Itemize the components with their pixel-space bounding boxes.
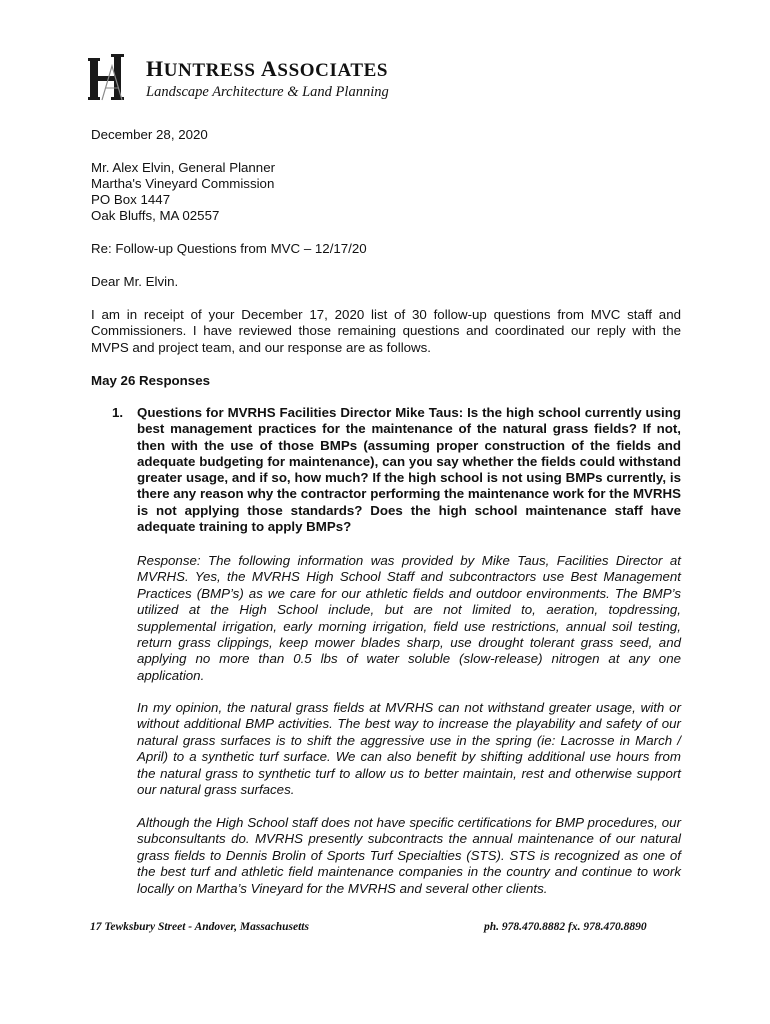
letter-date: December 28, 2020 <box>91 127 208 142</box>
firm-name: HUNTRESS ASSOCIATES <box>146 56 389 81</box>
recipient-organization: Martha's Vineyard Commission <box>91 176 275 191</box>
firm-tagline: Landscape Architecture & Land Planning <box>146 84 389 100</box>
subject-line: Re: Follow-up Questions from MVC – 12/17/20 <box>91 241 367 256</box>
recipient-city: Oak Bluffs, MA 02557 <box>91 208 220 223</box>
recipient-po-box: PO Box 1447 <box>91 192 171 207</box>
response-paragraph: Response: The following information was provided by Mike Taus, Facilities Director at MVRHS. Yes, the MVRHS High School Staff and subcontractors use Best Management Practices (BMP’s) as we care for our athletic fields and outdoor environments. The BMP’s utilized at the High School include, but are not limited to, aeration, topdressing, supplemental irrigation, early morning irrigation, field use restrictions, annual soil testing, return grass clippings, keep mower blades sharp, use drought tolerant grass seed, and applying no more than 0.5 lbs of water soluble (slow-release) nitrogen at any one application. <box>137 553 681 683</box>
response-paragraph: Although the High School staff does not have specific certifications for BMP procedures, our subconsultants do. MVRHS presently subcontracts the annual maintenance of our natural grass fields to Dennis Brolin of Sports Turf Specialties (STS). STS is recognized as one of the best turf and athletic field maintenance companies in the country and continue to work locally on Martha’s Vineyard for the MVRHS and several other clients. <box>137 815 681 896</box>
response-paragraph: In my opinion, the natural grass fields at MVRHS can not withstand greater usage, with or without additional BMP activities. The best way to increase the playability and safety of our natural grass surfaces is to shift the aggressive use in the spring (ie: Lacrosse in March / April) to a synthetic turf surface. We can also benefit by shifting additional use hours from the natural grass to synthetic turf to allow us to better maintain, rest and otherwise support our natural grass surfaces. <box>137 700 681 798</box>
footer-phone-fax: ph. 978.470.8882 fx. 978.470.8890 <box>484 921 647 933</box>
huntress-logo-mark <box>88 52 136 104</box>
question-number: 1. <box>112 405 124 420</box>
footer-address: 17 Tewksbury Street - Andover, Massachusetts <box>90 921 309 933</box>
intro-paragraph: I am in receipt of your December 17, 2020 list of 30 follow-up questions from MVC staff and Commissioners. I have reviewed those remaining questions and coordinated our reply with the MVPS and project team, and our response are as follows. <box>91 307 681 355</box>
question-text: Questions for MVRHS Facilities Director Mike Taus: Is the high school currently using best management practices for the maintenance of the natural grass fields? If not, then with the use of those BMPs (assuming proper construction of the fields and adequate budgeting for maintenance), can you say whether the fields could withstand greater usage, and if so, how much? If the high school is not using BMPs currently, is there any reason why the contractor performing the maintenance work for the MVRHS is not applying those standards? Does the high school maintenance staff have adequate training to apply BMPs? <box>137 405 681 535</box>
section-heading: May 26 Responses <box>91 373 210 388</box>
salutation: Dear Mr. Elvin. <box>91 274 179 289</box>
recipient-name: Mr. Alex Elvin, General Planner <box>91 160 276 175</box>
